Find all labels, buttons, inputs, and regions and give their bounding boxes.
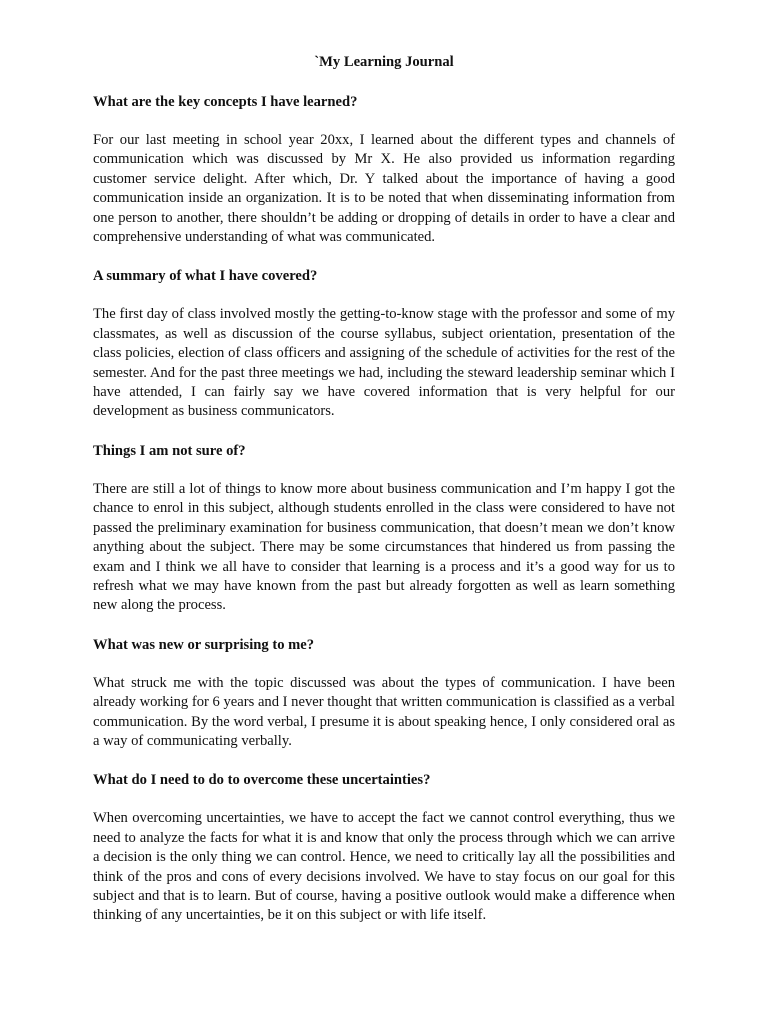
section-heading-summary: A summary of what I have covered? (93, 268, 318, 285)
section-body-new-surprising: What struck me with the topic discussed was about the types of communication. I have been already working for 6 years and I never thought that written communication is classified as a verbal communication. By the word verbal, I presume it is about speaking hence, I only considered oral as a way of communicating verbally. (93, 674, 675, 749)
section-heading-not-sure: Things I am not sure of? (93, 442, 246, 459)
section-body-overcome: When overcoming uncertainties, we have to accept the fact we cannot control everything, thus we need to analyze the facts for what it is and know that only the process through which we can arrive a decision is the only thing we can control. Hence, we need to critically lay all the possibilities and think of the pros and cons of every decisions involved. We have to stay focus on our goal for this subject and that is to learn. But of course, having a positive outlook would make a difference when thinking of any uncertainties, be it on this subject or with life itself. (93, 810, 675, 924)
section-body-not-sure: There are still a lot of things to know more about business communication and I’m happy I got the chance to enrol in this subject, although students enrolled in the class were considered to have not passed the preliminary examination for business communication, that doesn’t mean we don’t know anything about the subject. There may be some circumstances that hindered us from passing the exam and I think we all have to consider that learning is a process and it’s a good way for us to refresh what we may have known from the past but already forgotten as well as learn something new along the process. (93, 480, 675, 614)
section-body-key-concepts: For our last meeting in school year 20xx, I learned about the different types and channels of communication which was discussed by Mr X. He also provided us information regarding customer service delight. After which, Dr. Y talked about the importance of having a good communication inside an organization. It is to be noted that when disseminating information from one person to another, there shouldn’t be adding or dropping of details in order to have a clear and comprehensive understanding of what was communicated. (93, 132, 675, 246)
section-heading-key-concepts: What are the key concepts I have learned? (93, 94, 358, 110)
section-heading-new-surprising: What was new or surprising to me? (93, 636, 315, 653)
page-title: `My Learning Journal (314, 54, 454, 70)
journal-page (93, 52, 675, 945)
section-heading-overcome: What do I need to do to overcome these uncertainties? (93, 772, 431, 789)
section-body-summary: The first day of class involved mostly the getting-to-know stage with the professor and some of my classmates, as well as discussion of the course syllabus, subject orientation, presentation of the class policies, election of class officers and assigning of the schedule of activities for the rest of the semester. And for the past three meetings we had, including the steward leadership seminar which I have attended, I can fairly say we have covered information that is very helpful for our development as business communicators. (93, 306, 675, 420)
